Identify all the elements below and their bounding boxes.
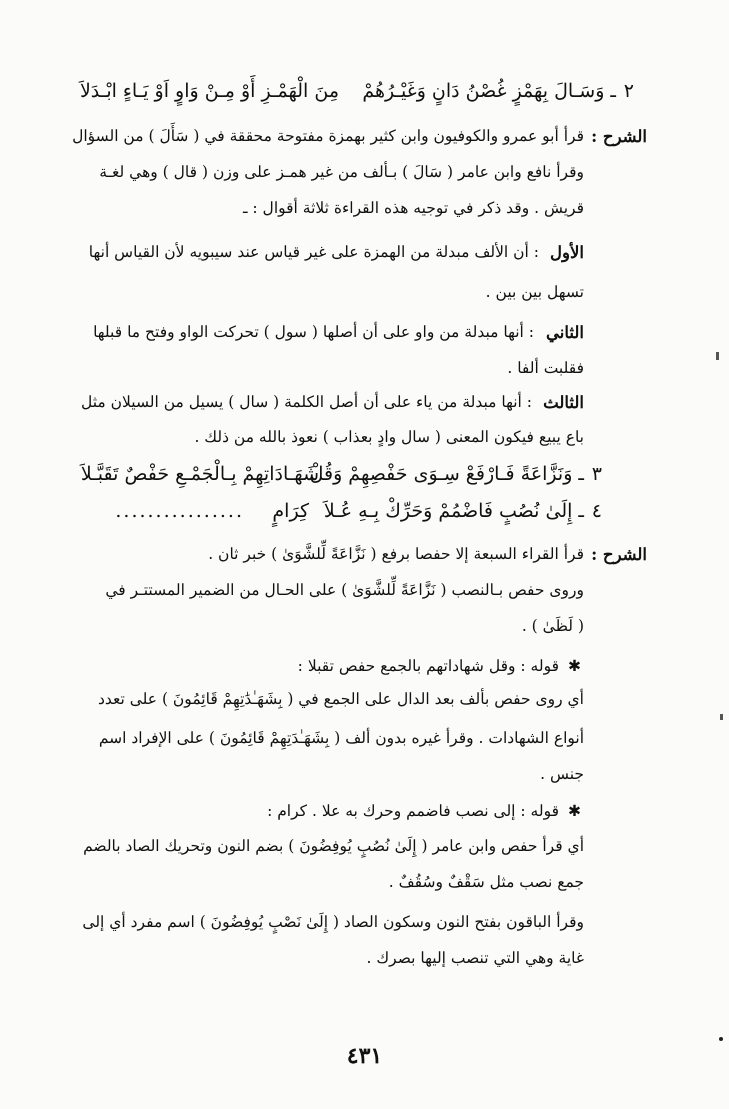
page-number: ٤٣١	[346, 1043, 383, 1069]
verse-2-second-hemistich: مِنَ الْهَمْـزِ أَوْ مِـنْ وَاوٍ اَوْ يَـاءٍ ابْـدَلاَ	[79, 80, 339, 102]
sharh-label-1: الشرح :	[591, 127, 647, 146]
star-bullet-1: ✱	[568, 657, 581, 675]
verse-3-first-hemistich: ـ وَنَزَّاعَةً فَـارْفَعْ سِـوَى حَفْصِهِمْ وَقُلْ	[309, 463, 584, 485]
verse-4-number: ٤	[591, 500, 602, 522]
scan-dot-mark	[719, 1037, 723, 1041]
thani-label: الثاني	[546, 323, 584, 342]
scan-edge-mark	[720, 714, 723, 720]
thalith-label: الثالث	[543, 393, 584, 412]
sharh-1-line-3: قريش . وقد ذكر في توجيه هذه القراءة ثلاثة أقوال : ـ	[242, 199, 584, 217]
thani-line-1: : أنها مبدلة من واو على أن أصلها ( سول ) تحركت الواو وفتح ما قبلها	[93, 323, 534, 341]
thalith-line-1: : أنها مبدلة من ياء على أن أصل الكلمة ( سال ) يسيل من السيلان مثل	[81, 393, 532, 411]
verse-4-second-hemistich: كِرَامٍ	[272, 500, 309, 522]
thalith-line-2: باع يبيع فيكون المعنى ( سال وادٍ بعذاب ) نعوذ بالله من ذلك .	[194, 428, 584, 446]
thani-line-2: فقلبت ألفا .	[507, 359, 584, 377]
scan-edge-mark	[716, 352, 719, 360]
final-line-1: وقرأ الباقون بفتح النون وسكون الصاد ( إِلَىٰ نَصْبٍ يُوفِضُونَ ) اسم مفرد أي إلى	[82, 913, 584, 931]
qawl-1-line-3: جنس .	[540, 765, 584, 783]
qawl-2-line-1: أي قرأ حفص وابن عامر ( إِلَىٰ نُصُبٍ يُوفِضُونَ ) بضم النون وتحريك الصاد بالضم	[83, 837, 584, 855]
verse-2-first-hemistich: ـ وَسَـالَ بِهَمْزٍ غُصْنُ دَانٍ وَغَيْـرُهُمْ	[362, 80, 616, 102]
sharh-1-line-1: قرأ أبو عمرو والكوفيون وابن كثير بهمزة مفتوحة محققة في ( سَأَلَ ) من السؤال	[72, 127, 584, 145]
sharh-2-line-2: وروى حفص بـالنصب ( نَزَّاعَةً لِّلشَّوَىٰ ) على الحـال من الضمير المستتـر في	[105, 581, 584, 599]
verse-3-number: ٣	[591, 463, 602, 485]
qawl-1-line-1: أي روى حفص بألف بعد الدال على الجمع في ( بِشَهَـٰدَٰتِهِمْ قَائِمُونَ ) على تعدد	[97, 690, 584, 708]
qawl-2-line-2: جمع نصب مثل سَقْفٌ وسُقُفٌ .	[388, 873, 584, 891]
sharh-1-line-2: وقرأ نافع وابن عامر ( سَالَ ) بـألف من غير همـز على وزن ( قال ) وهي لغـة	[99, 163, 584, 181]
star-bullet-2: ✱	[568, 802, 581, 820]
sharh-label-2: الشرح :	[591, 545, 647, 564]
verse-3-second-hemistich: شَهَـادَاتِهِمْ بِـالْجَمْـعِ حَفْصٌ تَقَبَّـلاَ	[80, 463, 319, 485]
qawl-1-heading: قوله : وقل شهاداتهم بالجمع حفص تقبلا :	[297, 657, 559, 675]
awwal-label: الأول	[550, 243, 584, 262]
awwal-line-1: : أن الألف مبدلة من الهمزة على غير قياس عند سيبويه لأن القياس أنها	[88, 243, 539, 261]
sharh-2-line-3: ( لَظَىٰ ) .	[521, 617, 584, 635]
sharh-2-line-1: قرأ القراء السبعة إلا حفصا برفع ( نَزَّاعَةً لِّلشَّوَىٰ ) خبر ثان .	[208, 545, 584, 563]
verse-2-number: ٢	[623, 80, 634, 102]
qawl-2-heading: قوله : إلى نصب فاضمم وحرك به علا . كرام :	[267, 802, 559, 820]
qawl-1-line-2: أنواع الشهادات . وقرأ غيره بدون ألف ( بِشَهَـٰدَتِهِمْ قَائِمُونَ ) على الإفراد اسم	[98, 729, 584, 747]
verse-4-first-hemistich: ـ إِلَىٰ نُصُبٍ فَاضْمُمْ وَحَرِّكْ بِـهِ عُـلاَ	[323, 500, 584, 522]
verse-4-dots: ................	[115, 500, 244, 522]
final-line-2: غاية وهي التي تنصب إليها بصرك .	[366, 949, 584, 967]
awwal-line-2: تسهل بين بين .	[485, 283, 584, 301]
